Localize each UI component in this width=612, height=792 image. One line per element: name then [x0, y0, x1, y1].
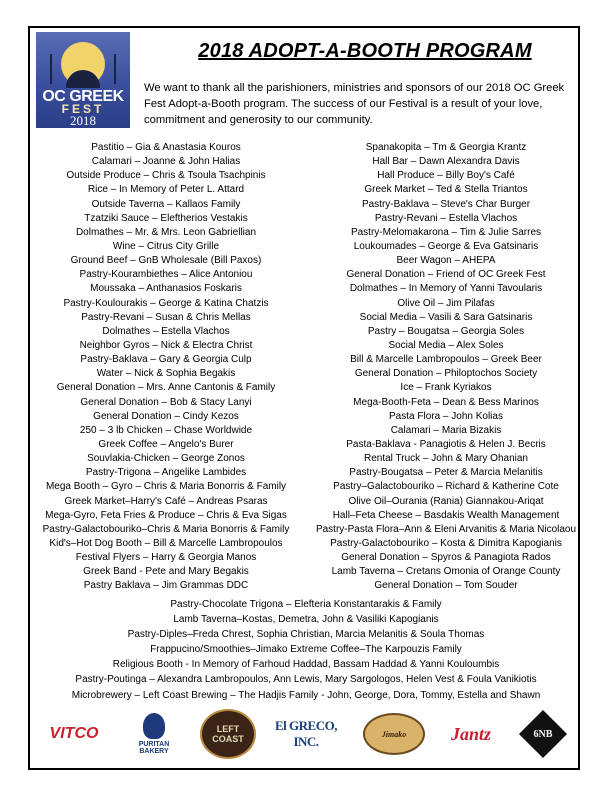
puritan-bakery-text: PURITAN BAKERY	[138, 741, 170, 755]
list-item: Neighbor Gyros – Nick & Electra Christ	[79, 339, 253, 351]
list-item: Pastry-Baklava – Gary & Georgia Culp	[80, 354, 252, 366]
oc-greek-fest-logo	[36, 32, 130, 128]
list-item: Ground Beef – GnB Wholesale (Bill Paxos)	[70, 255, 262, 267]
list-item: General Donation – Tom Souder	[374, 580, 518, 592]
list-item: Frappucino/Smoothies–Jimako Extreme Coffee–The Karpouzis Family	[150, 644, 462, 656]
list-item: Social Media – Alex Soles	[388, 339, 504, 351]
el-greco-logo: El GRECO, INC.	[275, 718, 337, 749]
list-item: Pastry – Bougatsa – Georgia Soles	[367, 325, 525, 337]
page-title: 2018 ADOPT-A-BOOTH PROGRAM	[198, 40, 532, 62]
list-item: General Donation – Mrs. Anne Cantonis & Family	[56, 382, 276, 394]
list-item: Pastry-Galactobouriko–Chris & Maria Bonorris & Family	[42, 523, 290, 535]
list-item: Bill & Marcelle Lambropoulos – Greek Beer	[350, 354, 542, 366]
list-item: Pastry-Diples–Freda Chrest, Sophia Christian, Marcia Melanitis & Soula Thomas	[127, 629, 485, 641]
list-item: General Donation – Spyros & Panagiota Rados	[341, 552, 551, 564]
list-item: Pasta-Baklava - Panagiotis & Helen J. Becris	[346, 438, 546, 450]
list-item: Olive Oil–Ourania (Rania) Giannakou-Ariqat	[348, 495, 544, 507]
list-item: General Donation – Bob & Stacy Lanyi	[80, 396, 252, 408]
palm-icon	[50, 54, 52, 84]
list-item: Souvlakia-Chicken – George Zonos	[87, 453, 245, 465]
list-item: Rice – In Memory of Peter L. Attard	[87, 184, 245, 196]
list-item: Beer Wagon – AHEPA	[396, 255, 496, 267]
list-item: Social Media – Vasili & Sara Gatsinaris	[359, 311, 533, 323]
list-item: Dolmathes – In Memory of Yanni Tavoularis	[349, 283, 543, 295]
intro-paragraph: We want to thank all the parishioners, ministries and sponsors of our 2018 OC Greek Fest Adopt-a-Booth program. The success of our Festival is a result of your love, commitment and generosity to our community.	[144, 82, 565, 126]
list-item: Dolmathes – Mr. & Mrs. Leon Gabriellian	[75, 226, 257, 238]
list-item: Microbrewery – Left Coast Brewing – The Hadjis Family - John, George, Dora, Tommy, Estella and Shawn	[71, 689, 541, 701]
list-item: Mega-Booth-Feta – Dean & Bess Marinos	[353, 396, 539, 408]
list-item: Pastry-Pasta Flora–Ann & Eleni Arvanitis & Maria Nicolaou	[315, 523, 577, 535]
list-item: Moussaka – Anthanasios Foskaris	[90, 283, 242, 295]
list-item: Outside Taverna – Kallaos Family	[91, 198, 241, 210]
list-item: Hall Produce – Billy Boy's Café	[377, 170, 515, 182]
list-item: Pastry-Baklava – Steve's Char Burger	[361, 198, 531, 210]
list-item: Water – Nick & Sophia Begakis	[96, 368, 236, 380]
list-item: Lamb Taverna – Cretans Omonia of Orange County	[331, 566, 561, 578]
list-item: Tzatziki Sauce – Eleftherios Vestakis	[84, 212, 248, 224]
left-coast-badge	[200, 709, 256, 759]
list-item: Olive Oil – Jim Pilafas	[397, 297, 495, 309]
list-item: Pasta Flora – John Kolias	[389, 410, 503, 422]
left-coast-text-2: COAST	[212, 734, 244, 744]
list-item: Pastry-Trigona – Angelike Lambides	[85, 467, 247, 479]
list-item: Dolmathes – Estella Vlachos	[102, 325, 230, 337]
list-item: Mega-Gyro, Feta Fries & Produce – Chris & Eva Sigas	[45, 509, 287, 521]
list-item: Pastry-Kourambiethes – Alice Antoniou	[79, 269, 253, 281]
list-item: Calamari – Maria Bizakis	[390, 424, 502, 436]
jantz-logo: Jantz	[450, 723, 492, 744]
list-item: General Donation – Philoptochos Society	[354, 368, 538, 380]
puritan-bakery-logo	[132, 705, 176, 763]
list-item: Spanakopita – Tm & Georgia Krantz	[365, 142, 527, 153]
list-item: Greek Market – Ted & Stella Triantos	[364, 184, 528, 196]
sponsor-logo-strip	[36, 705, 576, 765]
list-item: Hall Bar – Dawn Alexandra Davis	[372, 156, 520, 168]
list-item: Greek Band - Pete and Mary Begakis	[83, 566, 249, 578]
list-item: Pastry-Galactobouriko – Kosta & Dimitra Kapogianis	[330, 537, 562, 549]
list-item: Rental Truck – John & Mary Ohanian	[364, 453, 528, 465]
list-item: Wine – Citrus City Grille	[112, 240, 220, 252]
list-item: Lamb Taverna–Kostas, Demetra, John & Vasiliki Kapogianis	[173, 614, 439, 626]
jimako-oval: Jimako	[363, 713, 425, 755]
logo-year: 2018	[70, 113, 96, 128]
logo-text: OC GREEK	[42, 88, 124, 105]
bottom-sponsor-list	[40, 597, 572, 703]
list-item: Pastry Baklava – Jim Grammas DDC	[83, 580, 249, 592]
list-item: Pastry-Revani – Susan & Chris Mellas	[81, 311, 251, 323]
list-item: Pastitio – Gia & Anastasia Kouros	[91, 142, 241, 153]
list-item: Pastry-Melomakarona – Tim & Julie Sarres	[350, 226, 542, 238]
list-item: Pastry-Chocolate Trigona – Elefteria Konstantarakis & Family	[170, 599, 442, 610]
list-item: Pastry–Galactobouriko – Richard & Katherine Cote	[333, 481, 559, 493]
list-item: General Donation – Cindy Kezos	[93, 410, 239, 422]
list-item: Mega Booth – Gyro – Chris & Maria Bonorris & Family	[45, 481, 287, 493]
list-item: Ice – Frank Kyriakos	[400, 382, 492, 394]
left-coast-logo	[196, 705, 260, 763]
sixnb-diamond	[519, 710, 567, 758]
list-item: General Donation – Friend of OC Greek Fest	[346, 269, 546, 281]
list-item: Pastry-Koulourakis – George & Katina Chatzis	[63, 297, 269, 309]
list-item: Greek Market–Harry's Café – Andreas Psaras	[64, 495, 268, 507]
sixnb-text: 6NB	[533, 728, 553, 740]
list-item: Outside Produce – Chris & Tsoula Tsachpinis	[66, 170, 266, 182]
list-item: Pastry-Poutinga – Alexandra Lambropoulos, Ann Lewis, Mary Sargologos, Helen Vest & Foula Vanikiotis	[75, 674, 537, 686]
list-item: Festival Flyers – Harry & Georgia Manos	[75, 552, 257, 564]
list-item: Pastry-Bougatsa – Peter & Marcia Melanitis	[349, 467, 543, 479]
left-sponsor-list	[30, 141, 302, 594]
palm-icon	[114, 54, 116, 84]
list-item: Calamari – Joanne & John Halias	[91, 156, 241, 168]
list-item: Pastry-Revani – Estella Vlachos	[374, 212, 518, 224]
logo-fest-text: FEST	[61, 102, 105, 116]
list-item: Loukoumades – George & Eva Gatsinaris	[353, 240, 539, 252]
sixnb-logo	[516, 705, 570, 763]
puritan-figure-icon	[143, 713, 165, 739]
list-item: Hall–Feta Cheese – Basdakis Wealth Management	[332, 509, 560, 521]
jimako-logo	[362, 705, 426, 763]
list-item: Greek Coffee – Angelo's Burer	[98, 438, 234, 450]
right-sponsor-list	[310, 141, 582, 594]
list-item: 250 – 3 lb Chicken – Chase Worldwide	[79, 424, 253, 436]
left-coast-text-1: LEFT	[216, 724, 240, 734]
list-item: Religious Booth - In Memory of Farhoud Haddad, Bassam Haddad & Yanni Kouloumbis	[112, 659, 500, 671]
vitco-logo: VITCO	[49, 725, 99, 742]
list-item: Kid's–Hot Dog Booth – Bill & Marcelle Lambropoulos	[49, 537, 283, 549]
